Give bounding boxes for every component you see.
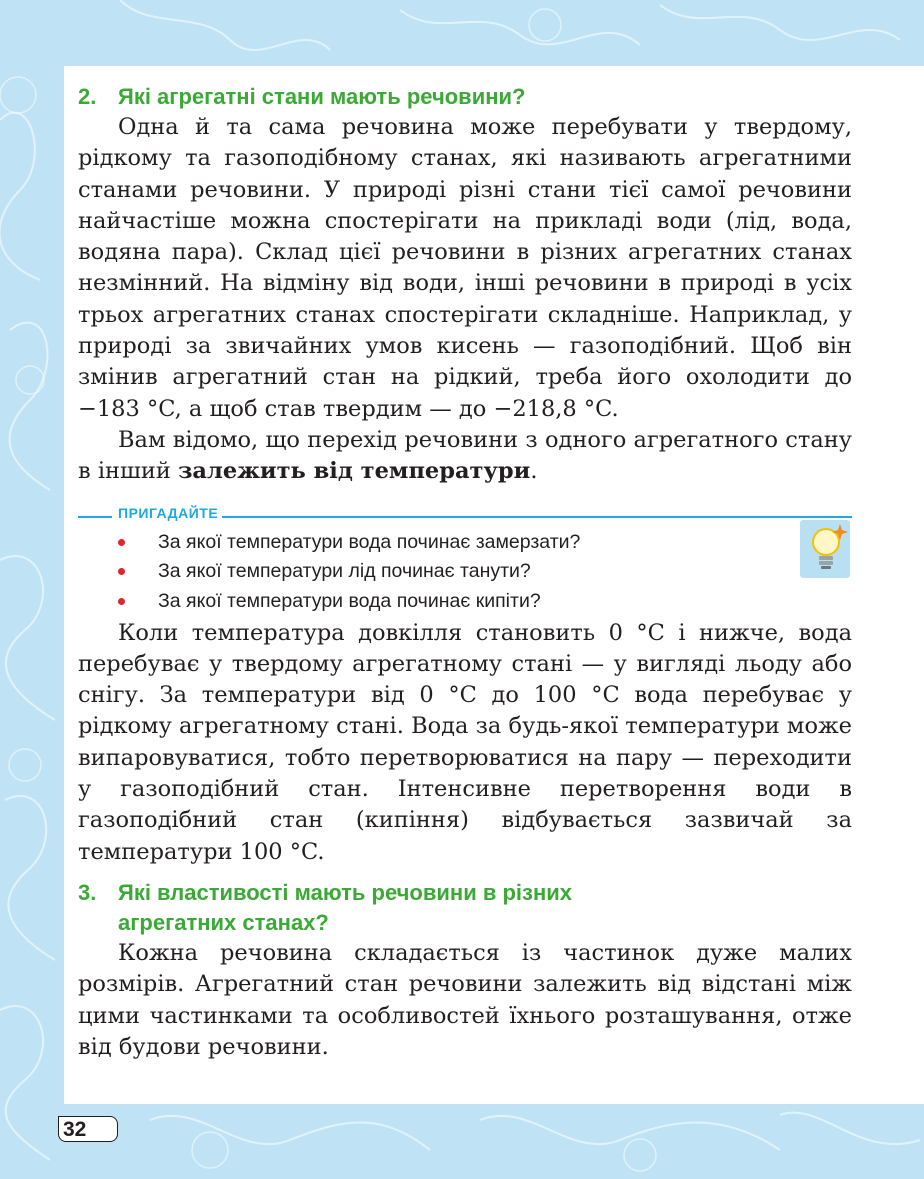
paragraph-text: Вам відомо, що перехід речовини з одного агрегатного стану в інший (78, 426, 852, 485)
page-number: 32 (58, 1116, 118, 1142)
section-title: Які агрегатні стани мають речовини? (118, 84, 526, 109)
title-line-1: Які властивості мають речовини в різних (118, 879, 572, 905)
lightbulb-icon (800, 520, 850, 578)
bullet-icon (118, 539, 125, 546)
remember-header (78, 506, 852, 522)
section-2-heading (78, 82, 852, 112)
section-number: 3. (78, 879, 97, 905)
bold-phrase: залежить від температури (178, 458, 531, 485)
divider-line (78, 516, 112, 518)
paragraph-end: . (530, 458, 538, 485)
list-item (118, 587, 580, 617)
bullet-icon (118, 598, 125, 605)
questions-list (118, 528, 580, 617)
bullet-icon (118, 568, 125, 575)
title-line-2: агрегатних станах? (118, 909, 329, 935)
divider-line (222, 516, 852, 518)
list-item (118, 557, 580, 587)
question-text: За якої температури вода починає кипіти? (158, 589, 541, 612)
list-item (118, 528, 580, 558)
question-text: За якої температури вода починає замерзати? (158, 530, 581, 553)
paragraph-particles: Кожна речовина складається із частинок дуже малих розмірів. Агрегатний стан речовини залежить від відстані між цими частинками та особливостей їхнього розташування, отже від будови речовини. (78, 939, 852, 1060)
page-content (78, 80, 852, 1063)
paragraph-water: Коли температура довкілля становить 0 °C і нижче, вода перебуває у твердому агрегатному стані — у вигляді льоду або снігу. За температури від 0 °C до 100 °C вода перебуває у рідкому агрегатному стані. Вода за будь-якої температури може випаровуватися, тобто перетворюватися на пару — переходити у газоподібний стан. Інтенсивне перетворення води в газоподібний стан (кипіння) відбувається зазвичай за температури 100 °C. (78, 619, 852, 865)
paragraph-states: Одна й та сама речовина може перебувати у твердому, рідкому та газоподібному станах, які називають агрегатними станами речовини. У природі різні стани тієї самої речовини найчастіше можна спостерігати на прикладі води (лід, вода, водяна пара). Склад цієї речовини в різних агрегатних станах незмінний. На відміну від води, інші речовини в природі в усіх трьох агрегатних станах спостерігати складніше. Наприклад, у природі за звичайних умов кисень — газоподібний. Щоб він змінив агрегатний стан на рідкий, треба його охолодити до −183 °C, а щоб став твердим — до −218,8 °C. (78, 114, 852, 422)
section-number: 2. (78, 84, 97, 109)
section-3-heading (78, 878, 852, 938)
remember-label: ПРИГАДАЙТЕ (118, 504, 219, 521)
section-title (118, 878, 852, 938)
paragraph-temperature (78, 425, 852, 488)
remember-box (78, 506, 852, 618)
question-text: За якої температури лід починає танути? (158, 560, 531, 583)
